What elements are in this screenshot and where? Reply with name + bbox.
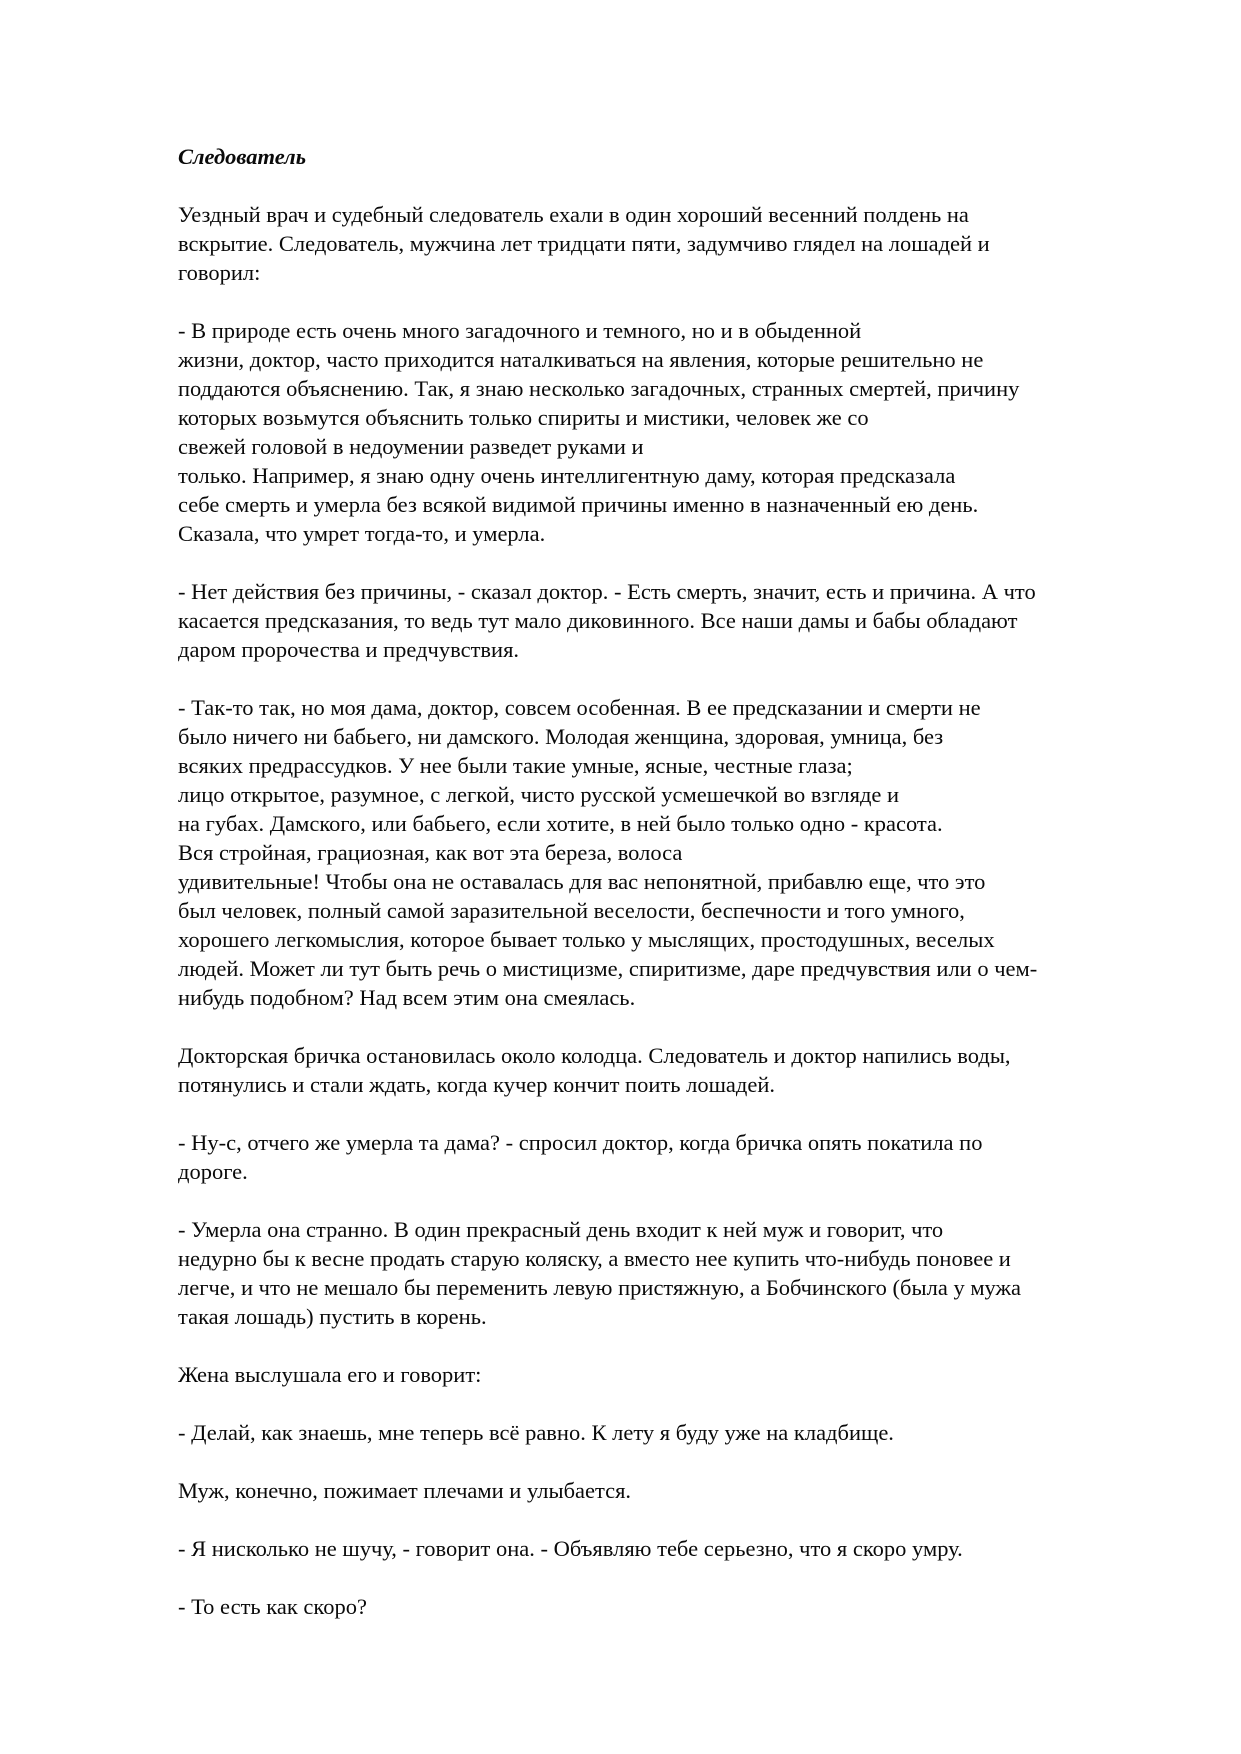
text-line: было ничего ни бабьего, ни дамского. Молодая женщина, здоровая, умница, без (178, 724, 944, 749)
paragraph (178, 1592, 1188, 1621)
text-line: Жена выслушала его и говорит: (178, 1362, 482, 1387)
text-line: дороге. (178, 1159, 248, 1184)
text-line: потянулись и стали ждать, когда кучер кончит поить лошадей. (178, 1072, 775, 1097)
text-line: поддаются объяснению. Так, я знаю несколько загадочных, странных смертей, причину (178, 376, 1020, 401)
text-line: - Делай, как знаешь, мне теперь всё равно. К лету я буду уже на кладбище. (178, 1420, 894, 1445)
paragraph (178, 1128, 1188, 1186)
document-body (178, 142, 1188, 1650)
paragraph (178, 577, 1188, 664)
text-line: нибудь подобном? Над всем этим она смеялась. (178, 985, 636, 1010)
text-line: - То есть как скоро? (178, 1594, 367, 1619)
text-line: вскрытие. Следователь, мужчина лет тридцати пяти, задумчиво глядел на лошадей и (178, 231, 990, 256)
text-line: - Так-то так, но моя дама, доктор, совсем особенная. В ее предсказании и смерти не (178, 695, 981, 720)
text-line: Докторская бричка остановилась около колодца. Следователь и доктор напились воды, (178, 1043, 1011, 1068)
paragraph (178, 1041, 1188, 1099)
text-line: хорошего легкомыслия, которое бывает только у мыслящих, простодушных, веселых (178, 927, 995, 952)
text-line: себе смерть и умерла без всякой видимой причины именно в назначенный ею день. (178, 492, 979, 517)
text-line: которых возьмутся объяснить только спириты и мистики, человек же со (178, 405, 869, 430)
text-line: даром пророчества и предчувствия. (178, 637, 520, 662)
text-line: касается предсказания, то ведь тут мало диковинного. Все наши дамы и бабы обладают (178, 608, 1018, 633)
paragraph (178, 1215, 1188, 1331)
paragraph (178, 1476, 1188, 1505)
text-line: - Умерла она странно. В один прекрасный день входит к ней муж и говорит, что (178, 1217, 944, 1242)
paragraph (178, 1360, 1188, 1389)
text-line: такая лошадь) пустить в корень. (178, 1304, 487, 1329)
text-line: Вся стройная, грациозная, как вот эта береза, волоса (178, 840, 683, 865)
text-line: Сказала, что умрет тогда-то, и умерла. (178, 521, 546, 546)
text-line: только. Например, я знаю одну очень интеллигентную даму, которая предсказала (178, 463, 956, 488)
text-line: недурно бы к весне продать старую коляску, а вместо нее купить что-нибудь поновее и (178, 1246, 1011, 1271)
text-line: свежей головой в недоумении разведет руками и (178, 434, 644, 459)
text-line: говорил: (178, 260, 261, 285)
document-title: Следователь (178, 144, 307, 169)
text-line: на губах. Дамского, или бабьего, если хотите, в ней было только одно - красота. (178, 811, 943, 836)
text-line: был человек, полный самой заразительной веселости, беспечности и того умного, (178, 898, 965, 923)
text-line: Муж, конечно, пожимает плечами и улыбается. (178, 1478, 632, 1503)
paragraph (178, 1418, 1188, 1447)
text-line: людей. Может ли тут быть речь о мистицизме, спиритизме, даре предчувствия или о чем- (178, 956, 1038, 981)
text-line: удивительные! Чтобы она не оставалась для вас непонятной, прибавлю еще, что это (178, 869, 986, 894)
text-line: - Нет действия без причины, - сказал доктор. - Есть смерть, значит, есть и причина. А что (178, 579, 1036, 604)
text-line: лицо открытое, разумное, с легкой, чисто русской усмешечкой во взгляде и (178, 782, 900, 807)
text-line: Уездный врач и судебный следователь ехали в один хороший весенний полдень на (178, 202, 969, 227)
text-line: - Ну-с, отчего же умерла та дама? - спросил доктор, когда бричка опять покатила по (178, 1130, 983, 1155)
paragraph (178, 200, 1188, 287)
paragraph (178, 1534, 1188, 1563)
text-line: - Я нисколько не шучу, - говорит она. - Объявляю тебе серьезно, что я скоро умру. (178, 1536, 963, 1561)
text-line: легче, и что не мешало бы переменить левую пристяжную, а Бобчинского (была у мужа (178, 1275, 1022, 1300)
text-line: - В природе есть очень много загадочного и темного, но и в обыденной (178, 318, 862, 343)
text-line: всяких предрассудков. У нее были такие умные, ясные, честные глаза; (178, 753, 853, 778)
paragraph (178, 316, 1188, 548)
paragraph-list (178, 200, 1188, 1621)
paragraph (178, 693, 1188, 1012)
text-line: жизни, доктор, часто приходится наталкиваться на явления, которые решительно не (178, 347, 984, 372)
